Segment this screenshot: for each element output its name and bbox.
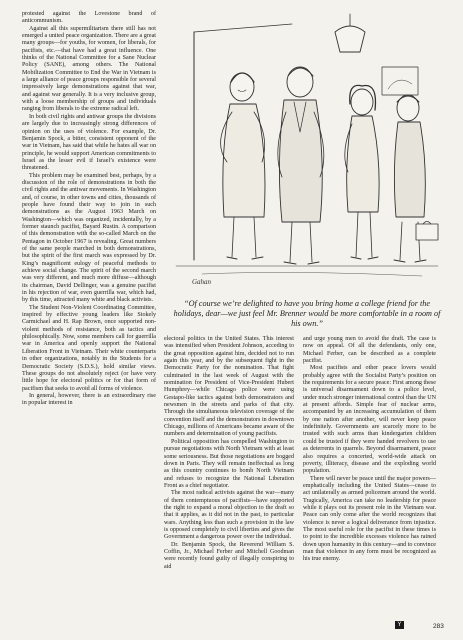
paragraph: electoral politics in the United States. This interest was intensified when President Johnson, acceding to the great opposition against him, decided not to run again this year, and by the subsequent fight in the Democratic Party for the nomination. That fight culminated in the last week of August with the nomination for President of Vice-President Hubert Humphrey—while Chicago police were using Gestapo-like tactics against both demonstrators and newsmen in the streets and parks of that city. Through the simultaneous television coverage of the convention itself and the demonstrators in downtown Chicago, millions of Americans became aware of the numbers and determination of young pacifists. xyxy=(164,336,294,438)
paragraph: and urge young men to avoid the draft. The case is now on appeal. Of all the defendants, only one, Michael Ferber, can be described as a complete pacifist. xyxy=(303,336,436,365)
page-number: 283 xyxy=(433,623,444,630)
paragraph: Political opposition has compelled Washington to pursue negotiations with North Vietnam with at least some seriousness. But those negotiations are bogged down in Paris. They will remain ineffectual as long as this country continues to bomb North Vietnam and refuses to recognize the National Liberation Front as a chief negotiator. xyxy=(164,438,294,489)
paragraph: There will never be peace until the major powers—emphatically including the United States—cease to act unilaterally as armed policemen around the world. Tragically, America can take no leadership for peace while it plays out its present role in the Vietnam war. Peace can only come after the world recognizes that violence is never a logical deliverance from injustice. The most useful role for the pacifist in these times is to point to the incredible excesses violence has rained down upon humanity in this century—and to convince man that violence in any form must be recognized as his true enemy. xyxy=(303,475,436,563)
paragraph: Against all this supermilitarism there still has not emerged a united peace organization. There are a great many groups—for youths, for women, for liberals, for pacifists, etc.—that have had a great influence. One thinks of the National Committee for a Sane Nuclear Policy (SANE), among others. The National Mobilization Committee to End the War in Vietnam is a large alliance of peace groups responsible for several impressively large demonstrations against that war, and against war generally. It is a very inclusive group, with a loose membership of groups and individuals ranging from liberals to the extreme radical left. xyxy=(22,25,156,113)
paragraph: protested against the Lovestone brand of anticommunism. xyxy=(22,11,156,25)
paragraph: This problem may be examined best, perhaps, by a discussion of the role of demonstrations in both the civil rights and the antiwar movements. In Washington and, of course, in other towns and cities, thousands of people have found their way to join in such demonstrations as the August 1963 March on Washington—which was organized, incidentally, by a former staunch pacifist, Bayard Rustin. A comparison of this demonstration with the so-called March on the Pentagon in October 1967 is revealing. Great numbers of the same people marched in both demonstrations, but the spirit of the first march was expressed by Dr. King’s magnificent eulogy of peaceful methods to achieve social change. The spirit of the second march was very different, and much more diffuse—although its chairman, David Dellinger, was a genuine pacifist in his rejection of war, even guerrilla war, which had, by this time, attracted many white and black activists. xyxy=(22,172,156,304)
paragraph: The Student Non-Violent Coordinating Committee, inspired by effective young leaders like Stokely Carmichael and H. Rap Brown, once supported non-violent methods of resistance, both as tactics and philosophically. Now, some members call for guerrilla war in America and openly support the National Liberation Front in Vietnam. Their white counterparts in other organizations, notably in the Students for a Democratic Society (S.D.S.), hold similar views. These groups do not absolutely reject (or have very little hope for electoral politics or for that form of pacifism that seeks to avoid all forms of violence. xyxy=(22,304,156,392)
article-column-3 xyxy=(303,336,436,564)
paragraph: In both civil rights and antiwar groups the divisions are largely due to increasingly strong differences of opinion on the uses of violence. For example, Dr. Benjamin Spock, a bitter, consistent opponent of the war in Vietnam, has said that while he hates all war on principle, he would support American commitments to Israel as the lesser evil if Israel’s existence were threatened. xyxy=(22,113,156,172)
paragraph: Most pacifists and other peace lovers would probably agree with the Socialist Party’s position on the requirements for a secure peace: First among these is universal disarmament down to a police level, under much stronger international control than the UN at present affords. Simple fear of nuclear arms, accompanied by an increasing accumulation of them by one nation after another, will never keep peace indefinitely. Governments are scarcely more to be trusted with such arms than kindergarten children could be trusted if they were handed revolvers to use as deterrents in quarrels. Beyond disarmament, peace also requires a concerted, world-wide attack on poverty, illiteracy, disease and the exploding world population. xyxy=(303,365,436,475)
paragraph: Dr. Benjamin Spock, the Reverend William S. Coffin, Jr., Michael Ferber and Mitchell Goodman were recently found guilty of illegally conspiring to aid xyxy=(164,541,294,570)
paragraph: The most radical activists against the war—many of them contemptuous of pacifists—have supported the right to expand a moral objection to the draft so that it applies, as it did not in the past, to particular wars. Anything less than such a provision in the law is opposed completely to civil liberties and gives the Government a dangerous power over the individual. xyxy=(164,490,294,541)
end-mark-icon: Y xyxy=(395,621,404,629)
cartoonist-signature: Gahan xyxy=(192,278,212,286)
cartoon-illustration xyxy=(172,12,442,294)
cartoon-caption: “Of course we’re delighted to have you bring home a college friend for the holidays, dear—we just feel Mr. Brenner would be more comfortable in a room of his own.” xyxy=(173,299,441,328)
article-column-2 xyxy=(164,336,294,571)
paragraph: In general, however, there is an extraordinary rise in popular interest in xyxy=(22,392,156,407)
article-column-1 xyxy=(22,11,156,408)
cartoon-drawing xyxy=(172,12,442,294)
